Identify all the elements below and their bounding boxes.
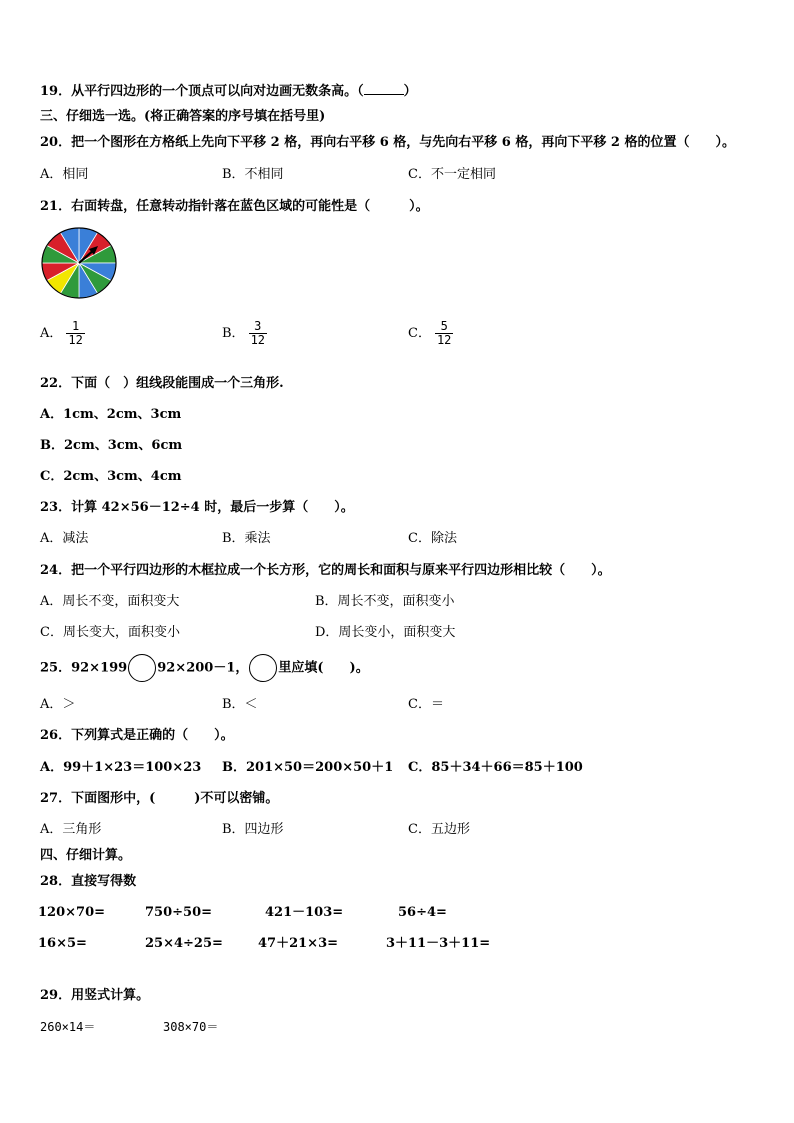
question-19-close: ） bbox=[403, 84, 417, 99]
q22-option-b: B．2cm、3cm、6cm bbox=[40, 438, 183, 453]
q27-option-b: B．四边形 bbox=[222, 822, 284, 837]
fraction-a: $\frac{1}{12}$ bbox=[68, 319, 83, 347]
q24-option-a: A．周长不变，面积变大 bbox=[40, 594, 180, 609]
question-19 bbox=[40, 82, 417, 100]
calc-item: 47＋21×3= bbox=[258, 936, 339, 951]
q26-option-b: B．201×50＝200×50＋1 bbox=[222, 760, 394, 775]
section-4-heading: 四、仔细计算。 bbox=[40, 848, 132, 863]
q20-option-c: C．不一定相同 bbox=[408, 167, 496, 182]
q27-option-c: C．五边形 bbox=[408, 822, 470, 837]
calc-item: 120×70= bbox=[38, 905, 106, 920]
q23-option-a: A．减法 bbox=[40, 531, 89, 546]
vertical-calc-item: 260×14＝ bbox=[40, 1020, 96, 1034]
question-26: 26．下列算式是正确的（ ）。 bbox=[40, 728, 234, 743]
fraction-c: $\frac{5}{12}$ bbox=[436, 319, 452, 347]
q24-option-b: B．周长不变，面积变小 bbox=[315, 594, 455, 609]
q25-option-c: C．＝ bbox=[408, 697, 444, 712]
question-20: 20．把一个图形在方格纸上先向下平移 2 格，再向右平移 6 格，与先向右平移 6 格，再向下平移 2 格的位置（ ）。 bbox=[40, 135, 735, 150]
question-19-text: 19．从平行四边形的一个顶点可以向对边画无数条高。（ bbox=[40, 84, 364, 99]
compare-circle-blank[interactable] bbox=[128, 654, 156, 682]
q22-option-a: A．1cm、2cm、3cm bbox=[40, 407, 182, 422]
q23-option-c: C．除法 bbox=[408, 531, 457, 546]
q21-option-c: C． $\frac{5}{12}$ bbox=[408, 319, 452, 347]
q27-option-a: A．三角形 bbox=[40, 822, 102, 837]
question-29: 29．用竖式计算。 bbox=[40, 988, 150, 1003]
calc-item: 16×5= bbox=[38, 936, 87, 951]
question-28: 28．直接写得数 bbox=[40, 874, 137, 889]
section-3-heading: 三、仔细选一选。(将正确答案的序号填在括号里) bbox=[40, 109, 326, 124]
q20-option-b: B．不相同 bbox=[222, 167, 284, 182]
calc-item: 750÷50= bbox=[145, 905, 213, 920]
question-22: 22．下面（ ）组线段能围成一个三角形. bbox=[40, 376, 284, 391]
calc-item: 3＋11－3＋11= bbox=[386, 936, 491, 951]
calc-item: 421－103= bbox=[265, 905, 344, 920]
question-23: 23．计算 42×56－12÷4 时，最后一步算（ ）。 bbox=[40, 500, 354, 515]
question-25: 25．92×199 92×200－1， 里应填( )。 bbox=[40, 654, 369, 683]
question-24: 24．把一个平行四边形的木框拉成一个长方形，它的周长和面积与原来平行四边形相比较（ ）。 bbox=[40, 563, 611, 578]
q22-option-c: C．2cm、3cm、4cm bbox=[40, 469, 182, 484]
q25-option-b: B．＜ bbox=[222, 697, 258, 712]
compare-circle-icon bbox=[249, 654, 277, 682]
q23-option-b: B．乘法 bbox=[222, 531, 271, 546]
q20-option-a: A．相同 bbox=[40, 167, 89, 182]
q26-option-a: A．99＋1×23＝100×23 bbox=[40, 760, 202, 775]
answer-blank[interactable] bbox=[364, 82, 404, 95]
calc-item: 25×4÷25= bbox=[145, 936, 223, 951]
calc-item: 56÷4= bbox=[398, 905, 447, 920]
q25-option-a: A．＞ bbox=[40, 697, 76, 712]
spinner-wheel bbox=[40, 226, 118, 300]
q21-option-b: B． $\frac{3}{12}$ bbox=[222, 319, 266, 347]
question-21: 21．右面转盘，任意转动指针落在蓝色区域的可能性是（ ）。 bbox=[40, 199, 429, 214]
q26-option-c: C．85＋34＋66＝85＋100 bbox=[408, 760, 583, 775]
fraction-b: $\frac{3}{12}$ bbox=[250, 319, 266, 347]
vertical-calc-item: 308×70＝ bbox=[163, 1020, 219, 1034]
q24-option-c: C．周长变大，面积变小 bbox=[40, 625, 180, 640]
q21-option-a: A． $\frac{1}{12}$ bbox=[40, 319, 83, 347]
question-27: 27．下面图形中，( )不可以密铺。 bbox=[40, 791, 279, 806]
q24-option-d: D．周长变小，面积变大 bbox=[315, 625, 456, 640]
